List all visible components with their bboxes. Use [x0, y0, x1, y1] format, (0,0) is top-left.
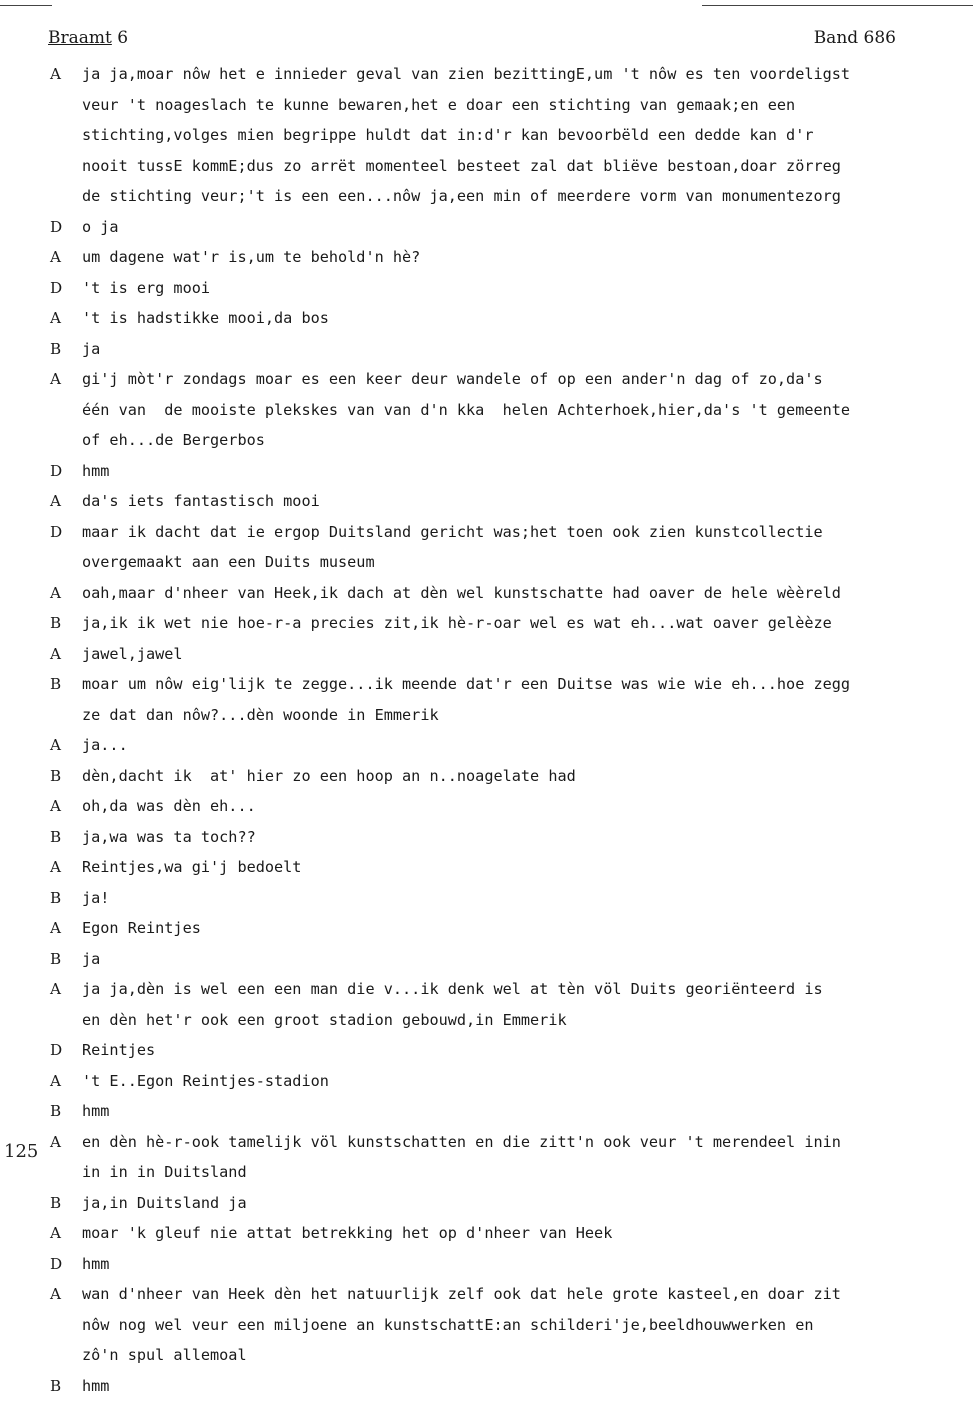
speaker-label: A [50, 974, 72, 1005]
utterance-text: moar 'k gleuf nie attat betrekking het op d'nheer van Heek [82, 1218, 973, 1249]
transcript-line [0, 212, 973, 243]
utterance-text: gi'j mòt'r zondags moar es een keer deur wandele of op een ander'n dag of zo,da's [82, 364, 973, 395]
transcript-line [0, 334, 973, 365]
speaker-label: A [50, 303, 72, 334]
utterance-text: ja [82, 334, 973, 365]
transcript-line [0, 944, 973, 975]
transcript-line [0, 578, 973, 609]
speaker-label: A [50, 1127, 72, 1158]
transcript-line [0, 974, 973, 1005]
transcript-line [0, 852, 973, 883]
utterance-text: ja ja,moar nôw het e innieder geval van zien bezittingE,um 't nôw es ten voordeligst [82, 59, 973, 90]
utterance-text: 't is erg mooi [82, 273, 973, 304]
transcript-line [0, 486, 973, 517]
transcript-line [0, 1340, 973, 1371]
transcript-line [0, 425, 973, 456]
utterance-text: hmm [82, 1249, 973, 1280]
speaker-label: B [50, 822, 72, 853]
speaker-label: B [50, 761, 72, 792]
speaker-label: A [50, 578, 72, 609]
utterance-text: moar um nôw eig'lijk te zegge...ik meende dat'r een Duitse was wie wie eh...hoe zegg [82, 669, 973, 700]
transcript-line [0, 59, 973, 90]
transcript-line [0, 1005, 973, 1036]
transcript-line [0, 120, 973, 151]
utterance-text: ja... [82, 730, 973, 761]
speaker-label: A [50, 1279, 72, 1310]
utterance-text: ja,ik ik wet nie hoe-r-a precies zit,ik hè-r-oar wel es wat eh...wat oaver gelèèze [82, 608, 973, 639]
transcript-line [0, 395, 973, 426]
utterance-text: nôw nog wel veur een miljoene an kunstschattE:an schilderi'je,beeldhouwwerken en [82, 1310, 973, 1341]
speaker-label: B [50, 883, 72, 914]
margin-counter: 125 [4, 1141, 38, 1162]
document-title [48, 28, 128, 48]
transcript-line [0, 761, 973, 792]
speaker-label: A [50, 486, 72, 517]
transcript-line [0, 1066, 973, 1097]
utterance-text: oah,maar d'nheer van Heek,ik dach at dèn wel kunstschatte had oaver de hele wèèreld [82, 578, 973, 609]
utterance-text: of eh...de Bergerbos [82, 425, 973, 456]
speaker-label: D [50, 273, 72, 304]
utterance-text: ja ja,dèn is wel een een man die v...ik denk wel at tèn völ Duits georiënteerd is [82, 974, 973, 1005]
transcript-line [0, 242, 973, 273]
utterance-text: maar ik dacht dat ie ergop Duitsland gericht was;het toen ook zien kunstcollectie [82, 517, 973, 548]
transcript-line [0, 1310, 973, 1341]
speaker-label: B [50, 1096, 72, 1127]
transcript-line [0, 547, 973, 578]
utterance-text: de stichting veur;'t is een een...nôw ja,een min of meerdere vorm van monumentezorg [82, 181, 973, 212]
speaker-label: A [50, 59, 72, 90]
speaker-label: D [50, 1249, 72, 1280]
transcript-line [0, 639, 973, 670]
transcript-line [0, 1279, 973, 1310]
speaker-label: D [50, 517, 72, 548]
transcript-line [0, 1157, 973, 1188]
utterance-text: en dèn het'r ook een groot stadion gebouwd,in Emmerik [82, 1005, 973, 1036]
utterance-text: Egon Reintjes [82, 913, 973, 944]
utterance-text: dèn,dacht ik at' hier zo een hoop an n..noagelate had [82, 761, 973, 792]
utterance-text: veur 't noageslach te kunne bewaren,het e doar een stichting van gemaak;en een [82, 90, 973, 121]
speaker-label: D [50, 1035, 72, 1066]
utterance-text: ja,in Duitsland ja [82, 1188, 973, 1219]
speaker-label: A [50, 1218, 72, 1249]
speaker-label: A [50, 730, 72, 761]
utterance-text: wan d'nheer van Heek dèn het natuurlijk zelf ook dat hele grote kasteel,en doar zit [82, 1279, 973, 1310]
transcript-line [0, 1218, 973, 1249]
utterance-text: overgemaakt aan een Duits museum [82, 547, 973, 578]
speaker-label: A [50, 364, 72, 395]
transcript-line [0, 1035, 973, 1066]
transcript-line [0, 1249, 973, 1280]
transcript-line [0, 1127, 973, 1158]
speaker-label: A [50, 1066, 72, 1097]
speaker-label: B [50, 944, 72, 975]
utterance-text: hmm [82, 1371, 973, 1401]
utterance-text: ze dat dan nôw?...dèn woonde in Emmerik [82, 700, 973, 731]
transcript-body [0, 59, 973, 1401]
transcript-line [0, 913, 973, 944]
utterance-text: ja! [82, 883, 973, 914]
transcript-line [0, 822, 973, 853]
utterance-text: zô'n spul allemoal [82, 1340, 973, 1371]
transcript-line [0, 273, 973, 304]
transcript-line [0, 151, 973, 182]
transcript-line [0, 883, 973, 914]
transcript-line [0, 700, 973, 731]
utterance-text: stichting,volges mien begrippe huldt dat in:d'r kan bevoorbëld een dedde kan d'r [82, 120, 973, 151]
speaker-label: B [50, 334, 72, 365]
speaker-label: A [50, 639, 72, 670]
utterance-text: da's iets fantastisch mooi [82, 486, 973, 517]
speaker-label: B [50, 669, 72, 700]
transcript-line [0, 90, 973, 121]
transcript-line [0, 517, 973, 548]
utterance-text: um dagene wat'r is,um te behold'n hè? [82, 242, 973, 273]
utterance-text: jawel,jawel [82, 639, 973, 670]
utterance-text: hmm [82, 456, 973, 487]
utterance-text: oh,da was dèn eh... [82, 791, 973, 822]
utterance-text: één van de mooiste plekskes van van d'n kka helen Achterhoek,hier,da's 't gemeente [82, 395, 973, 426]
utterance-text: o ja [82, 212, 973, 243]
utterance-text: hmm [82, 1096, 973, 1127]
speaker-label: A [50, 852, 72, 883]
transcript-line [0, 730, 973, 761]
utterance-text: ja [82, 944, 973, 975]
transcript-line [0, 791, 973, 822]
transcript-line [0, 608, 973, 639]
speaker-label: B [50, 1371, 72, 1401]
transcript-line [0, 669, 973, 700]
transcript-line [0, 303, 973, 334]
transcript-line [0, 1096, 973, 1127]
utterance-text: Reintjes [82, 1035, 973, 1066]
top-rule-right [702, 5, 973, 6]
utterance-text: nooit tussE kommE;dus zo arrët momenteel besteet zal dat bliëve bestoan,doar zörreg [82, 151, 973, 182]
utterance-text: 't is hadstikke mooi,da bos [82, 303, 973, 334]
speaker-label: D [50, 456, 72, 487]
speaker-label: A [50, 242, 72, 273]
band-number: Band 686 [814, 28, 896, 48]
transcript-line [0, 1188, 973, 1219]
speaker-label: D [50, 212, 72, 243]
utterance-text: Reintjes,wa gi'j bedoelt [82, 852, 973, 883]
transcript-line [0, 456, 973, 487]
speaker-label: B [50, 608, 72, 639]
utterance-text: in in in Duitsland [82, 1157, 973, 1188]
title-name: Braamt [48, 28, 112, 48]
utterance-text: en dèn hè-r-ook tamelijk völ kunstschatten en die zitt'n ook veur 't merendeel inin [82, 1127, 973, 1158]
speaker-label: A [50, 913, 72, 944]
top-rule-left [0, 5, 52, 6]
title-number: 6 [117, 28, 128, 48]
utterance-text: 't E..Egon Reintjes-stadion [82, 1066, 973, 1097]
transcript-line [0, 364, 973, 395]
transcript-line [0, 181, 973, 212]
utterance-text: ja,wa was ta toch?? [82, 822, 973, 853]
speaker-label: A [50, 791, 72, 822]
speaker-label: B [50, 1188, 72, 1219]
page-header [48, 28, 908, 52]
